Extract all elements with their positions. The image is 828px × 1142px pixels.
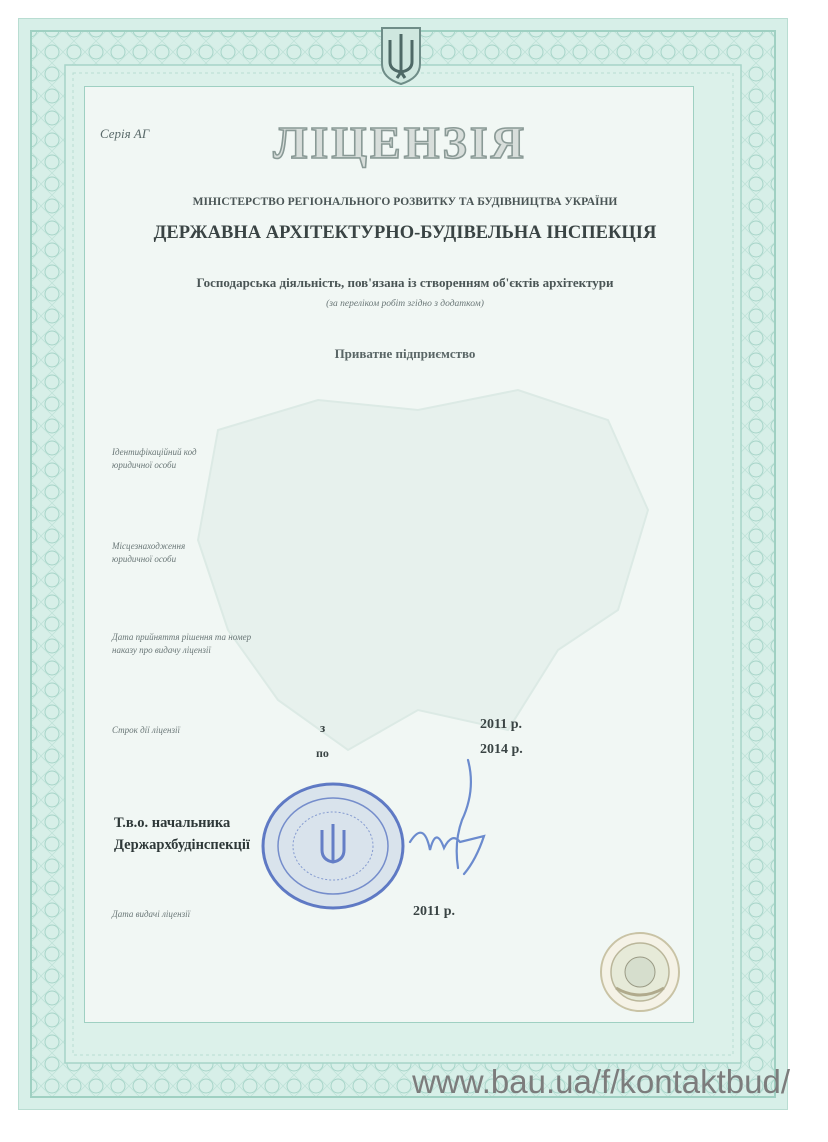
term-from-year: 2011 р. <box>480 717 523 732</box>
inspection-name: ДЕРЖАВНА АРХІТЕКТУРНО-БУДІВЕЛЬНА ІНСПЕКЦІЯ <box>153 223 657 243</box>
decision-date-label: Дата прийняття рішення та номер наказу про видачу ліцензії <box>112 632 252 655</box>
trident-emblem-icon <box>378 24 424 86</box>
license-term-label: Строк дії ліцензії <box>112 725 181 735</box>
source-url-watermark: www.bau.ua/f/kontaktbud/ <box>412 1063 790 1100</box>
activity-type: Господарська діяльність, пов'язана із створенням об'єктів архітектури <box>196 275 614 290</box>
signature <box>380 750 510 890</box>
term-from-prefix: з <box>320 720 326 735</box>
issue-year: 2011 р. <box>413 904 456 919</box>
document-title: ЛІЦЕНЗІЯ <box>273 117 527 168</box>
series-label: Серія АГ <box>100 126 150 141</box>
entity-type: Приватне підприємство <box>334 346 476 361</box>
signatory-title: Т.в.о. начальника Держархбудінспекції <box>114 815 250 853</box>
term-to-prefix: по <box>316 746 329 760</box>
ministry-name: МІНІСТЕРСТВО РЕГІОНАЛЬНОГО РОЗВИТКУ ТА БУДІВНИЦТВА УКРАЇНИ <box>192 196 618 208</box>
issue-date-label: Дата видачі ліцензії <box>112 909 191 919</box>
term-to-year: 2014 р. <box>480 742 523 757</box>
location-label: Місцезнаходження юридичної особи <box>112 541 186 564</box>
hologram-sticker <box>598 930 682 1014</box>
identification-code-label: Ідентифікаційний код юридичної особи <box>112 447 197 470</box>
activity-note: (за переліком робіт згідно з додатком) <box>326 299 484 309</box>
